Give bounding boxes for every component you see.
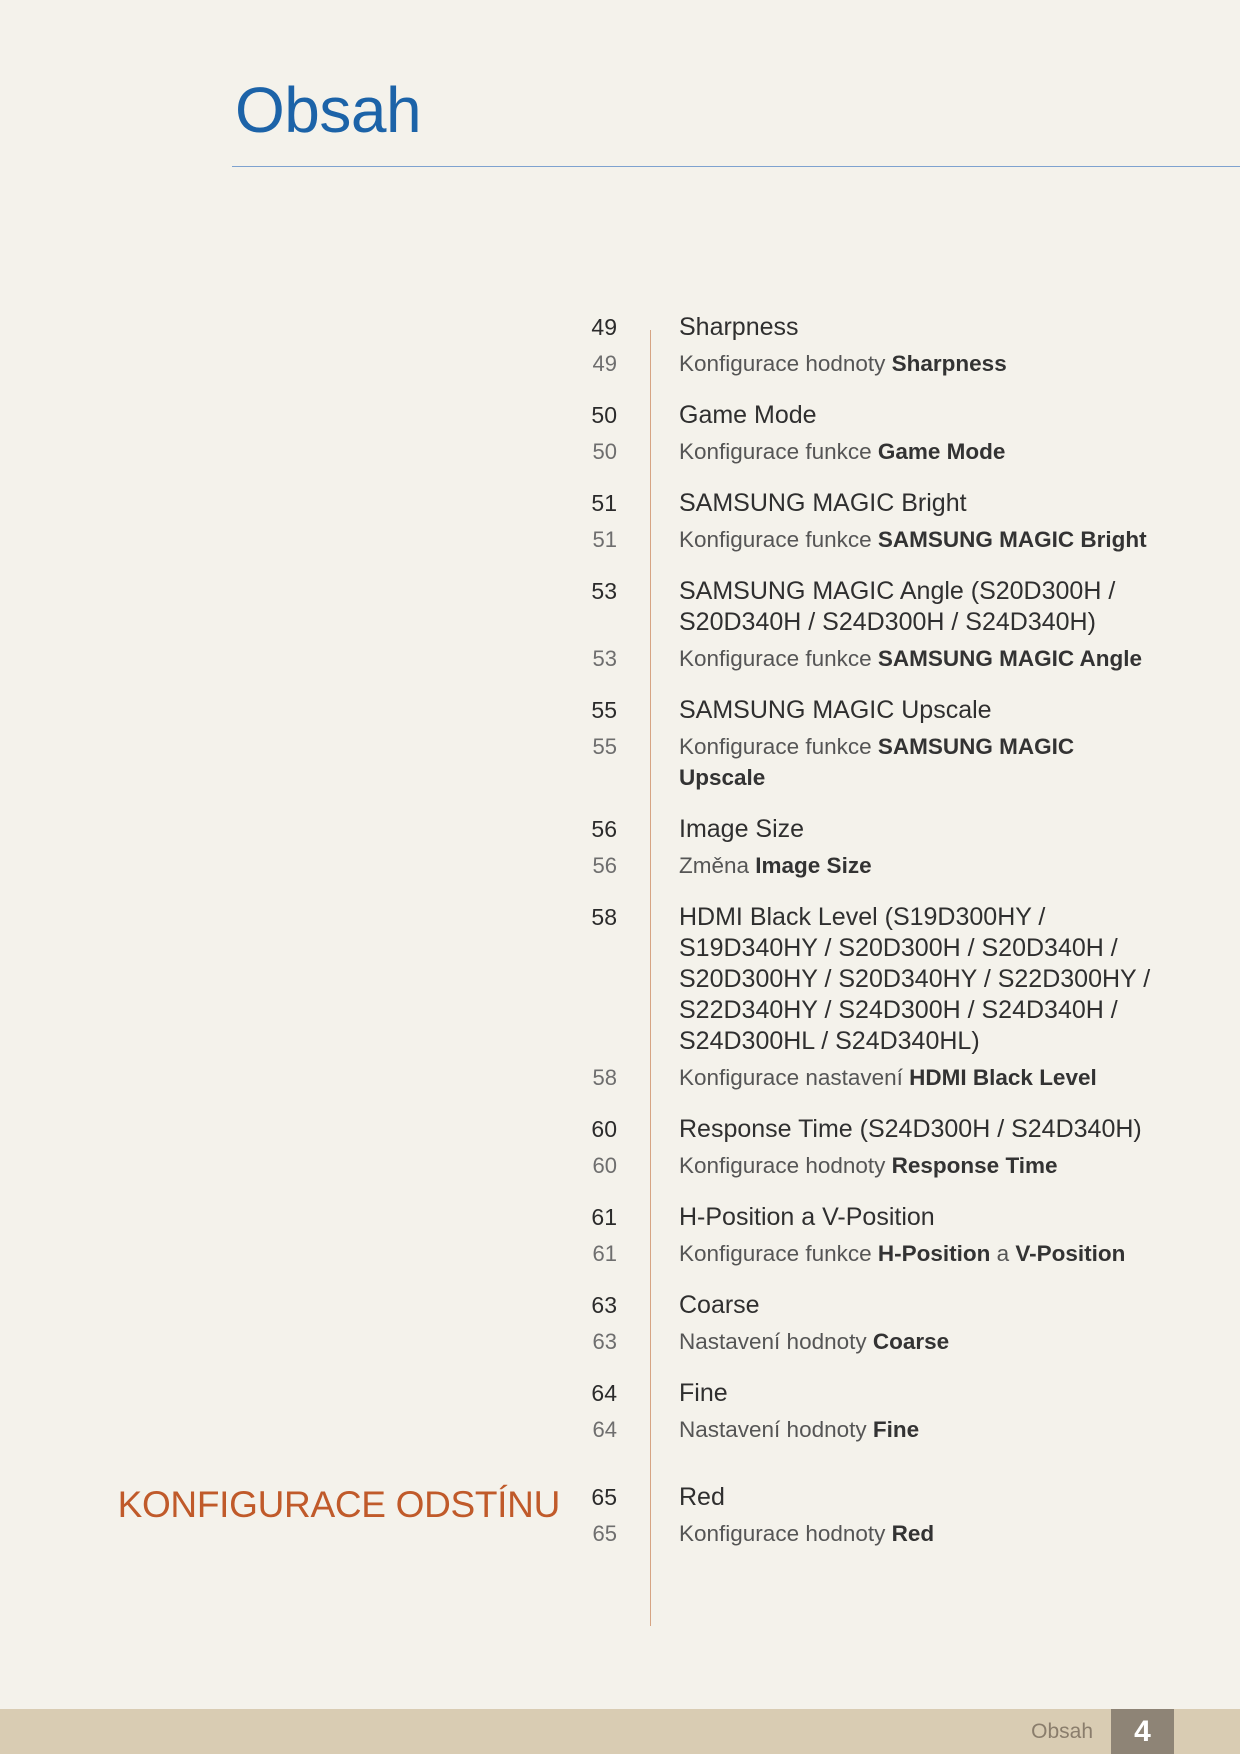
toc-entry-title: SAMSUNG MAGIC Bright [679,489,967,517]
toc-sub-title-bold: SAMSUNG MAGIC Angle [877,646,1143,671]
toc-sub-row[interactable] [560,1238,1160,1269]
toc-main-row[interactable] [560,1378,1160,1409]
toc-sub-page-number: 64 [592,1417,617,1442]
toc-sub-title [679,524,1159,555]
toc-sub-title-bold: Response Time [891,1153,1058,1178]
toc-sub-title [679,436,1159,467]
toc-sub-page-number: 56 [592,853,617,878]
toc-sub-title [679,348,1159,379]
toc-sub-title-text: Změna [679,853,756,878]
toc-sub-title-bold: Fine [872,1417,920,1442]
toc-sub-title-text: a [990,1241,1016,1266]
toc-sub-title [679,643,1159,674]
toc-sub-title-bold: Coarse [872,1329,950,1354]
toc-sub-title-text: Konfigurace hodnoty [679,1153,892,1178]
toc-sub-title-text: Konfigurace funkce [679,1241,878,1266]
toc-entry [560,1290,1160,1357]
toc-sub-row[interactable] [560,1414,1160,1445]
toc-sub-row[interactable] [560,348,1160,379]
toc-sub-page-number: 49 [592,351,617,376]
toc-entry [560,814,1160,881]
toc-entry-title: Game Mode [679,401,817,429]
toc-sub-title [679,1150,1159,1181]
toc-page-number: 63 [591,1292,617,1318]
toc-sub-title-bold: Red [891,1521,935,1546]
toc-entry-title: Fine [679,1379,728,1407]
toc-sub-row[interactable] [560,1326,1160,1357]
page-title: Obsah [235,74,422,146]
title-underline [232,166,1240,167]
toc-entry-title: Red [679,1483,725,1511]
toc-sub-title-bold: Game Mode [877,439,1006,464]
toc-entry [560,902,1160,1093]
toc-entry-title: Coarse [679,1291,760,1319]
toc-sub-page-number: 61 [592,1241,617,1266]
toc-main-row[interactable] [560,1202,1160,1233]
toc-sub-row[interactable] [560,1518,1160,1549]
toc-sub-page-number: 65 [592,1521,617,1546]
toc-entry-title: HDMI Black Level (S19D300HY / S19D340HY / S20D300H / S20D340H / S20D300HY / S20D340HY / S22D300HY / S22D340HY / S24D300H / S24D340H / S24D300HL / S24D340HL) [679,903,1151,1055]
page-number: 4 [1111,1709,1174,1754]
toc-main-row[interactable] [560,1114,1160,1145]
toc-entry [560,400,1160,467]
toc-main-row[interactable] [560,1482,1160,1513]
toc-sub-title-bold: SAMSUNG MAGIC Bright [877,527,1147,552]
toc-main-row[interactable] [560,488,1160,519]
toc-page-number: 65 [591,1484,617,1510]
toc-entry [560,488,1160,555]
toc-entry [560,1114,1160,1181]
toc-sub-title [679,1062,1159,1093]
toc-entry-title: SAMSUNG MAGIC Angle (S20D300H / S20D340H / S24D300H / S24D340H) [679,577,1116,636]
toc-main-row[interactable] [560,312,1160,343]
toc-entry [560,1482,1160,1549]
toc-entry-title: Image Size [679,815,805,843]
toc-sub-title-text: Nastavení hodnoty [679,1417,873,1442]
toc-sub-title-bold: H-Position [877,1241,991,1266]
toc-sub-title-text: Konfigurace nastavení [679,1065,910,1090]
toc-page-number: 64 [591,1380,617,1406]
toc-main-row[interactable] [560,814,1160,845]
toc-sub-title-text: Nastavení hodnoty [679,1329,873,1354]
toc-sub-row[interactable] [560,1150,1160,1181]
toc-sub-title-bold: Image Size [755,853,872,878]
toc-page-number: 51 [591,490,617,516]
toc-sub-row[interactable] [560,643,1160,674]
toc-sub-row[interactable] [560,731,1160,793]
toc-entry-title: Sharpness [679,313,799,341]
toc-sub-title-text: Konfigurace hodnoty [679,1521,892,1546]
toc-sub-page-number: 51 [592,527,617,552]
toc-sub-page-number: 53 [592,646,617,671]
toc-sub-title-bold: SAMSUNG MAGIC Upscale [679,734,1075,790]
toc-entry-title: H-Position a V-Position [679,1203,935,1231]
toc-entry-title: SAMSUNG MAGIC Upscale [679,696,992,724]
toc-page-number: 60 [591,1116,617,1142]
footer-bar [0,1709,1240,1754]
toc-sub-title-bold: Sharpness [891,351,1007,376]
toc-entry [560,1202,1160,1269]
toc-sub-page-number: 63 [592,1329,617,1354]
toc-sub-title [679,1238,1159,1269]
toc-sub-title [679,1326,1159,1357]
toc-main-row[interactable] [560,1290,1160,1321]
toc-sub-row[interactable] [560,850,1160,881]
table-of-contents [560,312,1160,1570]
toc-page-number: 55 [591,697,617,723]
toc-sub-title-text: Konfigurace funkce [679,439,878,464]
toc-sub-title [679,850,1159,881]
toc-sub-page-number: 50 [592,439,617,464]
toc-page-number: 56 [591,816,617,842]
toc-sub-title-bold: V-Position [1015,1241,1126,1266]
toc-sub-page-number: 58 [592,1065,617,1090]
toc-main-row[interactable] [560,576,1160,638]
toc-sub-title [679,731,1159,793]
toc-entry [560,576,1160,674]
toc-sub-title-text: Konfigurace funkce [679,527,878,552]
toc-sub-row[interactable] [560,1062,1160,1093]
toc-sub-title-text: Konfigurace hodnoty [679,351,892,376]
toc-page-number: 61 [591,1204,617,1230]
toc-entry [560,312,1160,379]
toc-main-row[interactable] [560,400,1160,431]
toc-page-number: 50 [591,402,617,428]
toc-page-number: 53 [591,578,617,604]
toc-entry [560,695,1160,793]
toc-sub-title-text: Konfigurace funkce [679,646,878,671]
toc-sub-title-bold: HDMI Black Level [909,1065,1097,1090]
toc-sub-row[interactable] [560,436,1160,467]
toc-entry [560,1378,1160,1445]
toc-sub-page-number: 60 [592,1153,617,1178]
footer-label: Obsah [1031,1720,1093,1743]
toc-page-number: 58 [591,904,617,930]
toc-sub-row[interactable] [560,524,1160,555]
toc-main-row[interactable] [560,902,1160,1057]
toc-main-row[interactable] [560,695,1160,726]
section-heading: KONFIGURACE ODSTÍNU [117,1484,560,1525]
toc-page-number: 49 [591,314,617,340]
toc-sub-title [679,1518,1159,1549]
toc-sub-page-number: 55 [592,734,617,759]
toc-sub-title [679,1414,1159,1445]
toc-sub-title-text: Konfigurace funkce [679,734,878,759]
toc-entry-title: Response Time (S24D300H / S24D340H) [679,1115,1142,1143]
